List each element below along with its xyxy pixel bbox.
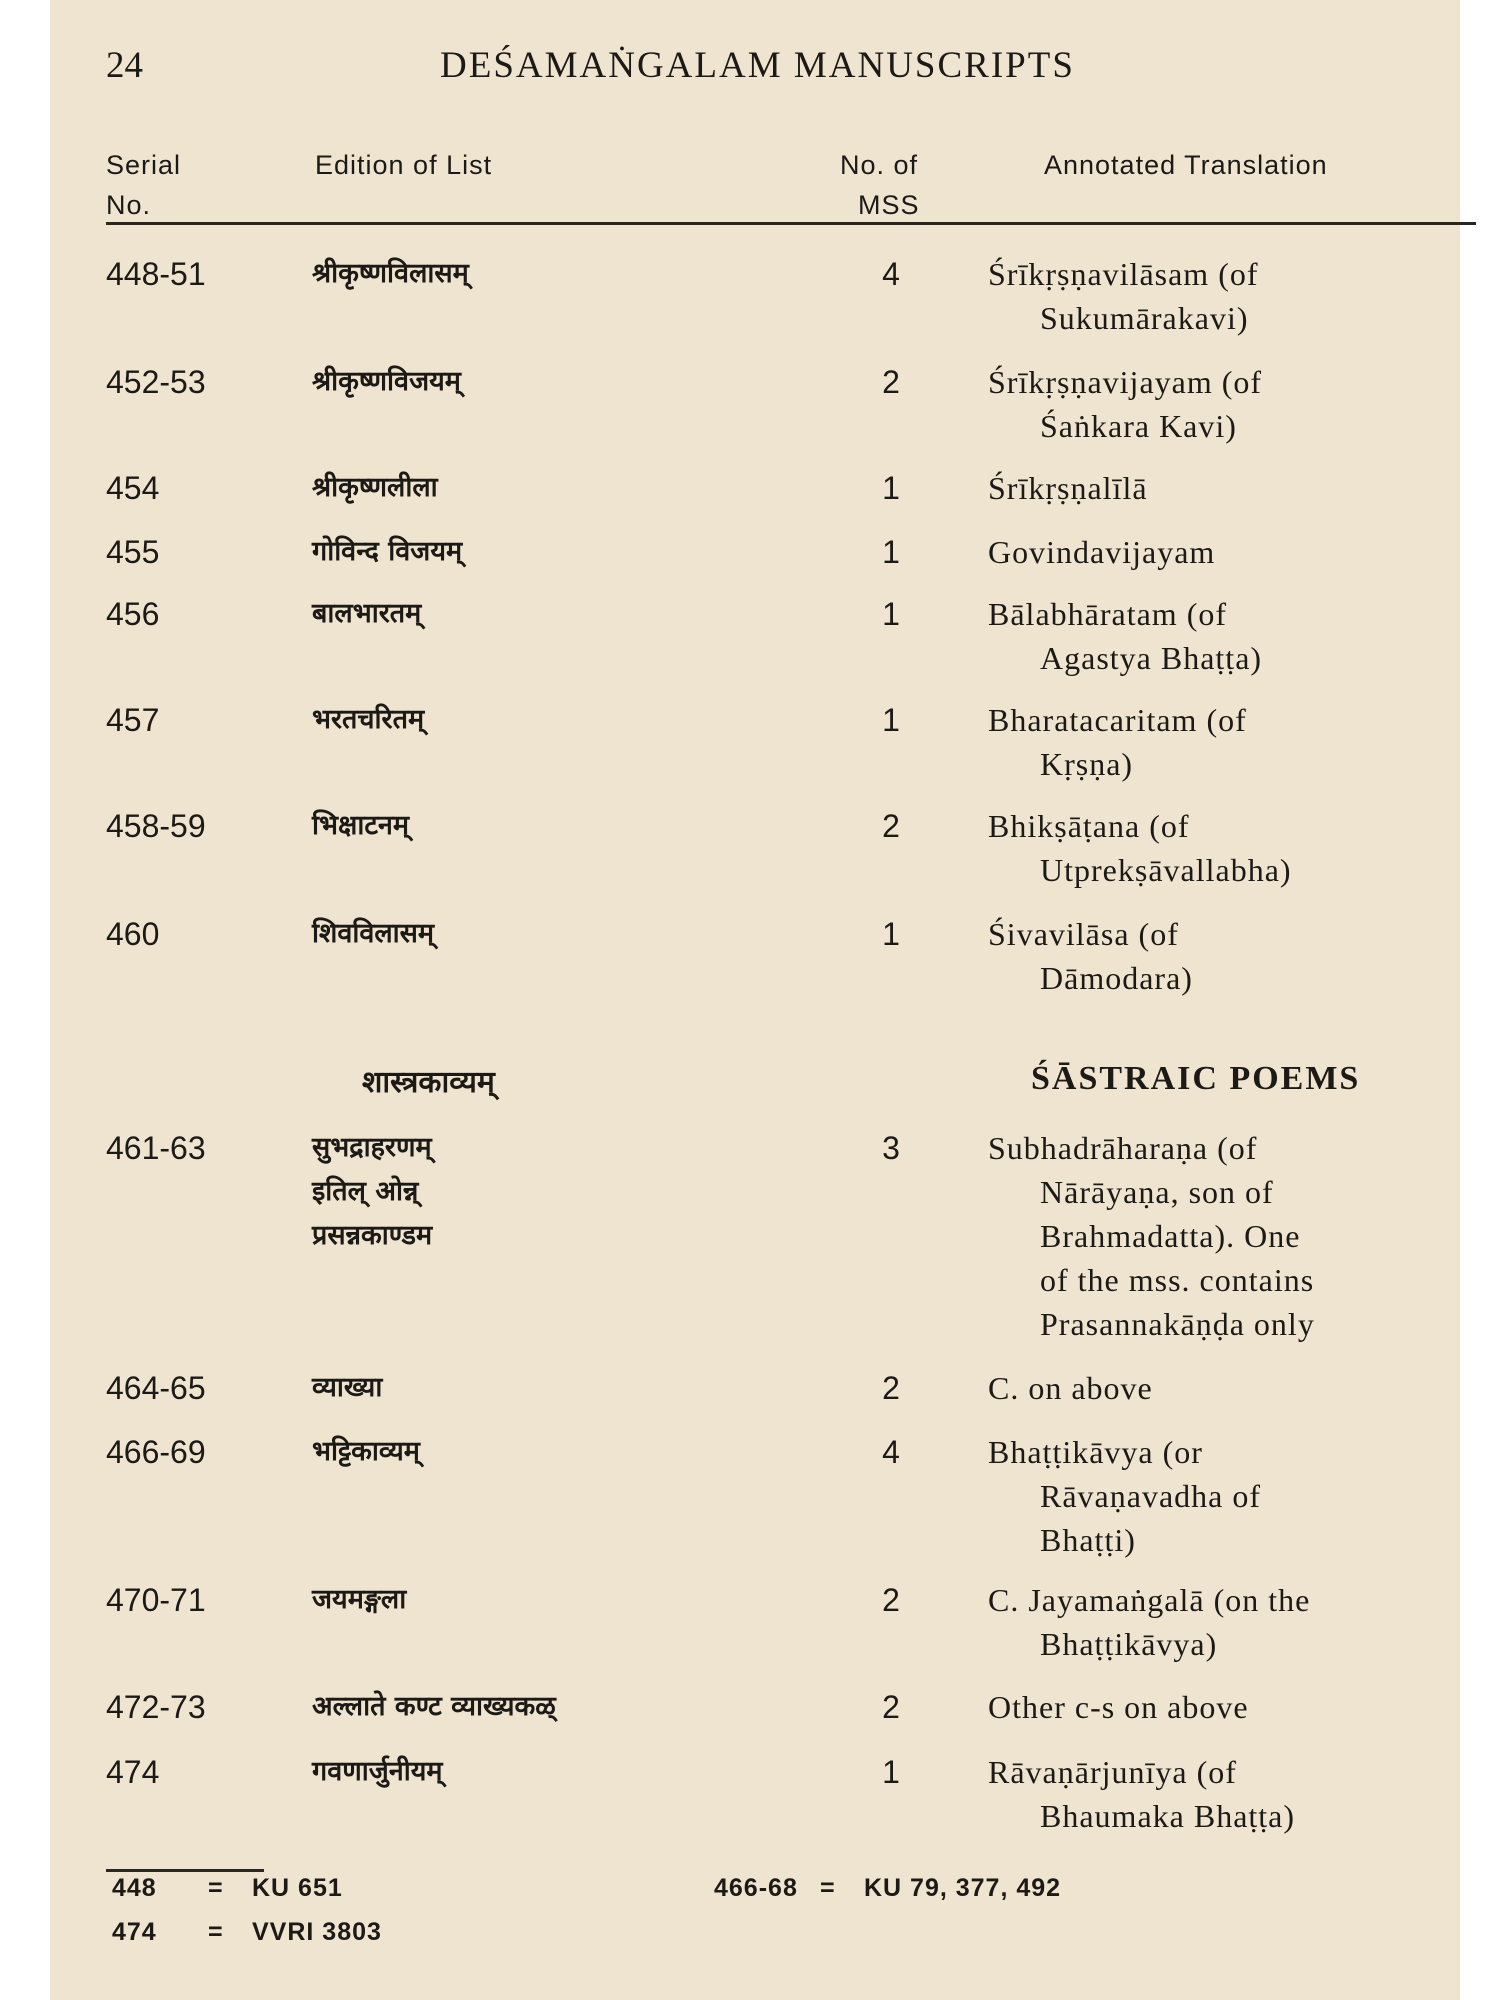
- serial-number: 454: [106, 470, 160, 506]
- edition-title: [312, 804, 409, 848]
- translation-line: Prasannakāṇḍa only: [1040, 1306, 1315, 1342]
- edition-title: [312, 252, 469, 296]
- footnote-key: 448: [112, 1874, 157, 1902]
- serial-number: 461-63: [106, 1130, 206, 1166]
- translation-line: of the mss. contains: [1040, 1262, 1315, 1298]
- annotated-translation: [988, 592, 1468, 680]
- translation-line: Utprekṣāvallabha): [1040, 852, 1292, 888]
- footnote-key: 466-68: [714, 1874, 798, 1902]
- edition-title-line: इतिल् ओन्न्: [312, 1176, 419, 1207]
- translation-line: Bhikṣāṭana (of: [988, 808, 1190, 844]
- serial-number: 464-65: [106, 1370, 206, 1406]
- edition-title-line: श्रीकृष्णविजयम्: [312, 366, 461, 397]
- translation-line: Bharatacaritam (of: [988, 702, 1247, 738]
- manuscript-page: [50, 0, 1460, 2000]
- annotated-translation: [988, 804, 1468, 892]
- edition-title-line: गवणार्जुनीयम्: [312, 1756, 443, 1787]
- annotated-translation: [988, 466, 1468, 510]
- column-header-mss-line2: MSS: [858, 190, 920, 220]
- mss-count: 1: [882, 916, 900, 952]
- serial-number: 448-51: [106, 256, 206, 292]
- translation-line: Brahmadatta). One: [1040, 1218, 1301, 1254]
- footnote: [714, 1874, 1061, 1903]
- annotated-translation: [988, 1366, 1468, 1410]
- edition-title: [312, 912, 434, 956]
- mss-count: 2: [882, 1689, 900, 1725]
- page-number: 24: [106, 45, 143, 86]
- annotated-translation: [988, 1126, 1468, 1346]
- edition-title: [312, 1578, 406, 1622]
- translation-line: Other c-s on above: [988, 1689, 1249, 1725]
- mss-count: 1: [882, 596, 900, 632]
- mss-count: 4: [882, 256, 900, 292]
- translation-line: C. Jayamaṅgalā (on the: [988, 1582, 1311, 1618]
- annotated-translation: [988, 912, 1468, 1000]
- mss-count: 2: [882, 364, 900, 400]
- mss-count: 2: [882, 808, 900, 844]
- mss-count: 2: [882, 1582, 900, 1618]
- translation-line: Kṛṣṇa): [1040, 746, 1134, 782]
- header-rule: [106, 222, 1476, 225]
- running-title: DEŚAMAṄGALAM MANUSCRIPTS: [440, 45, 1075, 86]
- edition-title-line: प्रसन्नकाण्डम: [312, 1220, 433, 1251]
- translation-line: Śaṅkara Kavi): [1040, 408, 1237, 444]
- column-header-mss: [840, 145, 920, 225]
- edition-title-line: गोविन्द विजयम्: [312, 536, 463, 567]
- serial-number: 460: [106, 916, 160, 952]
- edition-title-line: अल्लाते कण्ट व्याख्यकळ्: [312, 1691, 556, 1722]
- annotated-translation: [988, 530, 1468, 574]
- column-header-serial: [106, 145, 181, 225]
- translation-line: Govindavijayam: [988, 534, 1216, 570]
- serial-number: 458-59: [106, 808, 206, 844]
- annotated-translation: [988, 1685, 1468, 1729]
- footnote: [112, 1874, 343, 1903]
- footnote-eq: =: [208, 1918, 224, 1946]
- edition-title: [312, 466, 438, 510]
- edition-title-line: सुभद्राहरणम्: [312, 1132, 432, 1163]
- edition-title: [312, 592, 421, 636]
- serial-number: 470-71: [106, 1582, 206, 1618]
- edition-title: [312, 1685, 556, 1729]
- footnote-value: KU 651: [252, 1874, 343, 1902]
- translation-line: Bhaṭṭi): [1040, 1522, 1136, 1558]
- translation-line: Bhaumaka Bhaṭṭa): [1040, 1798, 1296, 1834]
- footnote-rule: [106, 1869, 264, 1872]
- edition-title: [312, 1430, 420, 1474]
- mss-count: 1: [882, 1754, 900, 1790]
- serial-number: 474: [106, 1754, 160, 1790]
- annotated-translation: [988, 1578, 1468, 1666]
- translation-line: Śrīkṛṣṇalīlā: [988, 470, 1148, 506]
- mss-count: 1: [882, 702, 900, 738]
- edition-title: [312, 1366, 382, 1410]
- translation-line: Bhaṭṭikāvya): [1040, 1626, 1218, 1662]
- edition-title-line: बालभारतम्: [312, 598, 422, 629]
- edition-title-line: भिक्षाटनम्: [312, 810, 410, 841]
- annotated-translation: [988, 1750, 1468, 1838]
- annotated-translation: [988, 1430, 1468, 1562]
- edition-title: [312, 530, 462, 574]
- footnote-eq: =: [820, 1874, 836, 1902]
- annotated-translation: [988, 698, 1468, 786]
- serial-number: 472-73: [106, 1689, 206, 1725]
- edition-title-line: श्रीकृष्णविलासम्: [312, 258, 469, 289]
- mss-count: 1: [882, 534, 900, 570]
- footnote: [112, 1918, 382, 1947]
- column-header-serial-line1: Serial: [106, 150, 182, 180]
- edition-title-line: श्रीकृष्णलीला: [312, 472, 438, 503]
- edition-title-line: जयमङ्गला: [312, 1584, 407, 1615]
- translation-line: Śrīkṛṣṇavilāsam (of: [988, 256, 1259, 292]
- translation-line: C. on above: [988, 1370, 1153, 1406]
- section-heading-english: ŚĀSTRAIC POEMS: [1031, 1060, 1361, 1097]
- translation-line: Subhadrāharaṇa (of: [988, 1130, 1258, 1166]
- translation-line: Agastya Bhaṭṭa): [1040, 640, 1263, 676]
- translation-line: Śrīkṛṣṇavijayam (of: [988, 364, 1263, 400]
- serial-number: 452-53: [106, 364, 206, 400]
- footnote-eq: =: [208, 1874, 224, 1902]
- translation-line: Rāvaṇārjunīya (of: [988, 1754, 1237, 1790]
- edition-title-line: भट्टिकाव्यम्: [312, 1436, 420, 1467]
- column-header-translation: Annotated Translation: [1044, 150, 1328, 180]
- translation-line: Sukumārakavi): [1040, 300, 1249, 336]
- footnote-key: 474: [112, 1918, 157, 1946]
- translation-line: Dāmodara): [1040, 960, 1193, 996]
- column-header-edition: Edition of List: [315, 150, 493, 180]
- footnote-value: VVRI 3803: [252, 1918, 382, 1946]
- mss-count: 1: [882, 470, 900, 506]
- edition-title: [312, 360, 461, 404]
- footnote-value: KU 79, 377, 492: [864, 1874, 1062, 1902]
- translation-line: Bhaṭṭikāvya (or: [988, 1434, 1203, 1470]
- edition-title: [312, 698, 424, 742]
- mss-count: 2: [882, 1370, 900, 1406]
- edition-title: [312, 1126, 432, 1258]
- column-header-serial-line2: No.: [106, 190, 152, 220]
- section-heading-sanskrit: शास्त्रकाव्यम्: [362, 1065, 495, 1100]
- translation-line: Rāvaṇavadha of: [1040, 1478, 1262, 1514]
- column-header-mss-line1: No. of: [840, 150, 919, 180]
- mss-count: 3: [882, 1130, 900, 1166]
- edition-title-line: व्याख्या: [312, 1372, 383, 1403]
- serial-number: 466-69: [106, 1434, 206, 1470]
- translation-line: Nārāyaṇa, son of: [1040, 1174, 1274, 1210]
- translation-line: Śivavilāsa (of: [988, 916, 1179, 952]
- serial-number: 455: [106, 534, 160, 570]
- serial-number: 456: [106, 596, 160, 632]
- annotated-translation: [988, 360, 1468, 448]
- edition-title-line: शिवविलासम्: [312, 918, 435, 949]
- serial-number: 457: [106, 702, 160, 738]
- mss-count: 4: [882, 1434, 900, 1470]
- translation-line: Bālabhāratam (of: [988, 596, 1227, 632]
- edition-title: [312, 1750, 443, 1794]
- annotated-translation: [988, 252, 1468, 340]
- edition-title-line: भरतचरितम्: [312, 704, 425, 735]
